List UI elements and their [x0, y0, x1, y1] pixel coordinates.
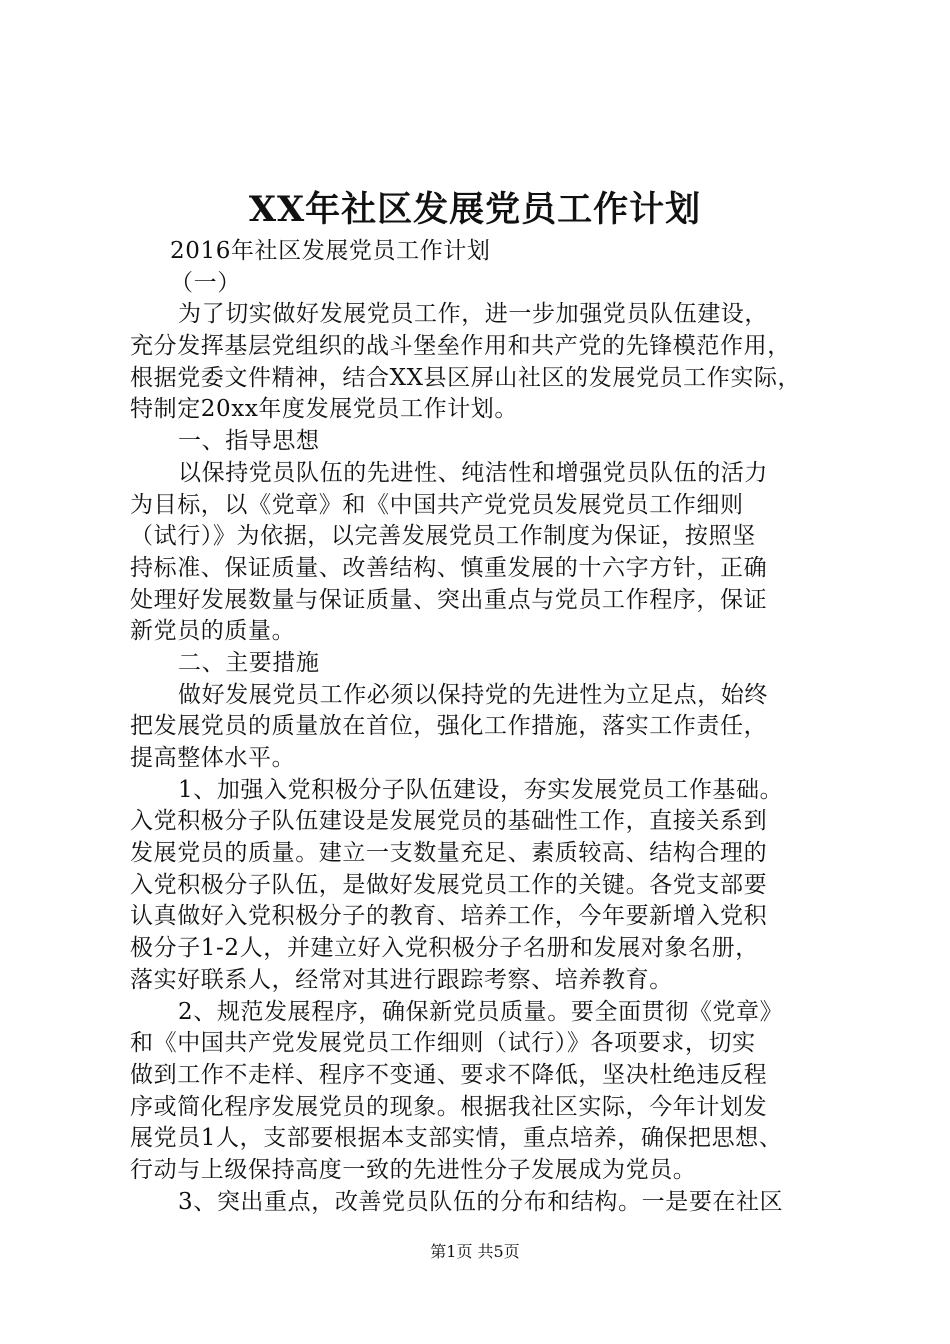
paragraph-line: 和《中国共产党发展党员工作细则（试行）》各项要求，切实 [130, 1030, 756, 1057]
paragraph-line: 做到工作不走样、程序不变通、要求不降低，坚决杜绝违反程 [130, 1061, 768, 1088]
paragraph-line: 入党积极分子队伍建设是发展党员的基础性工作，直接关系到 [130, 808, 768, 835]
paragraph-line: 以保持党员队伍的先进性、纯洁性和增强党员队伍的活力 [178, 459, 768, 486]
paragraph-line: 2、规范发展程序，确保新党员质量。要全面贯彻《党章》 [178, 998, 784, 1025]
paragraph-line: 特制定20xx年度发展党员工作计划。 [130, 396, 519, 423]
paragraph-line: 处理好发展数量与保证质量、突出重点与党员工作程序，保证 [130, 586, 768, 613]
paragraph-line: 行动与上级保持高度一致的先进性分子发展成为党员。 [130, 1156, 697, 1183]
paragraph-line: 为目标，以《党章》和《中国共产党党员发展党员工作细则 [130, 491, 744, 518]
section-heading: 一、指导思想 [178, 428, 320, 455]
paragraph-line: 把发展党员的质量放在首位，强化工作措施，落实工作责任， [130, 713, 768, 740]
paragraph-line: 为了切实做好发展党员工作，进一步加强党员队伍建设， [178, 301, 768, 328]
page-number-footer: 第1页 共5页 [430, 1242, 520, 1261]
paragraph-line: 充分发挥基层党组织的战斗堡垒作用和共产党的先锋模范作用， [130, 333, 791, 360]
document-body [130, 236, 830, 1218]
paragraph-line: 做好发展党员工作必须以保持党的先进性为立足点，始终 [178, 681, 768, 708]
paragraph-line: 认真做好入党积极分子的教育、培养工作，今年要新增入党积 [130, 903, 768, 930]
section-heading: 二、主要措施 [178, 649, 320, 676]
paragraph-line: 序或简化程序发展党员的现象。根据我社区实际，今年计划发 [130, 1093, 768, 1120]
paragraph-line: （试行）》为依据，以完善发展党员工作制度为保证，按照坚 [130, 523, 756, 550]
section-number-line: （一） [170, 269, 241, 296]
subtitle-line: 2016年社区发展党员工作计划 [170, 238, 491, 264]
paragraph-line: 根据党委文件精神，结合XX县区屏山社区的发展党员工作实际， [130, 364, 802, 391]
paragraph-line: 展党员1人，支部要根据本支部实情，重点培养，确保把思想、 [130, 1125, 783, 1152]
paragraph-line: 落实好联系人，经常对其进行跟踪考察、培养教育。 [130, 966, 673, 993]
paragraph-line: 新党员的质量。 [130, 618, 296, 645]
paragraph-line: 3、突出重点，改善党员队伍的分布和结构。一是要在社区 [178, 1188, 784, 1215]
paragraph-line: 提高整体水平。 [130, 745, 296, 771]
paragraph-line: 极分子1-2人，并建立好入党积极分子名册和发展对象名册， [130, 935, 759, 962]
paragraph-line: 持标准、保证质量、改善结构、慎重发展的十六字方针，正确 [130, 554, 768, 581]
paragraph-line: 入党积极分子队伍，是做好发展党员工作的关键。各党支部要 [130, 871, 768, 898]
paragraph-line: 发展党员的质量。建立一支数量充足、素质较高、结构合理的 [130, 840, 768, 867]
document-title: XX年社区发展党员工作计划 [248, 189, 702, 230]
paragraph-line: 1、加强入党积极分子队伍建设，夯实发展党员工作基础。 [178, 776, 784, 803]
